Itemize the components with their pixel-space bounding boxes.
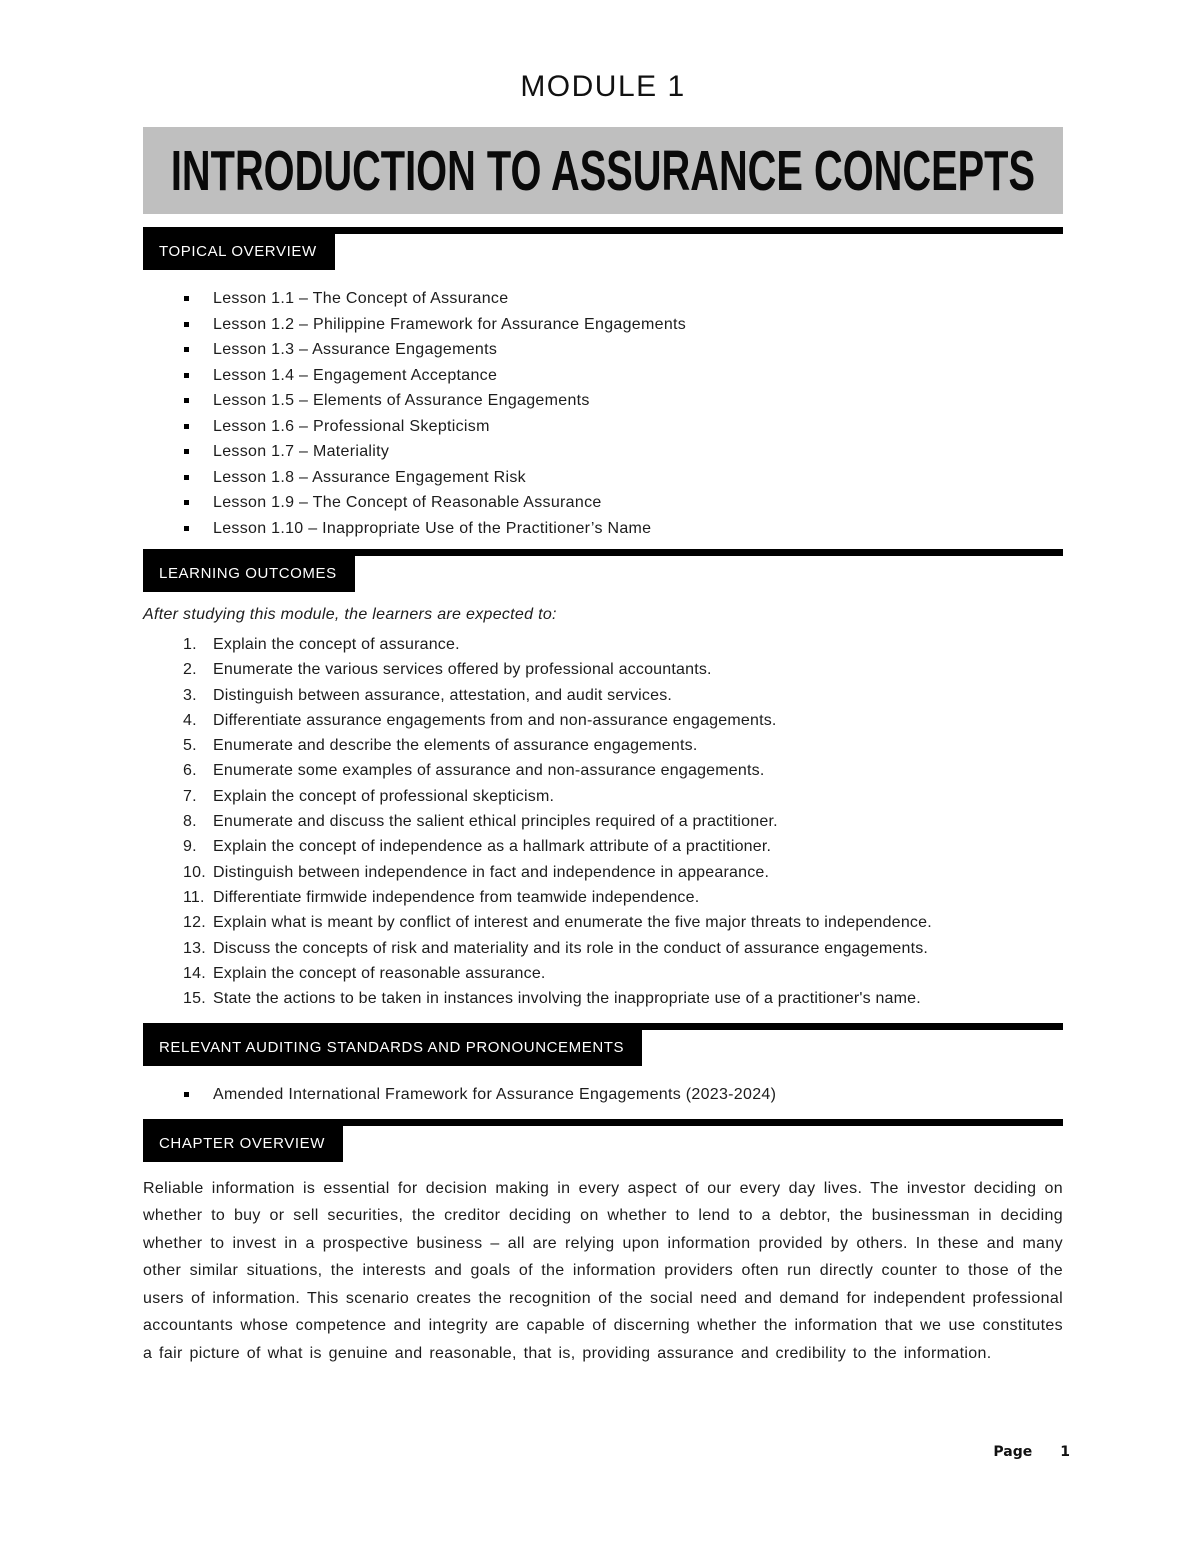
- list-item: Enumerate and discuss the salient ethical principles required of a practitioner.: [213, 813, 778, 831]
- list-item: Lesson 1.5 – Elements of Assurance Engagements: [143, 388, 1063, 414]
- list-item: Explain the concept of professional skepticism.: [213, 787, 555, 805]
- list-item: Explain the concept of assurance.: [213, 636, 460, 653]
- page-content: [143, 0, 1063, 1367]
- list-item: Lesson 1.3 – Assurance Engagements: [143, 337, 1063, 363]
- section-label-chapter-overview: CHAPTER OVERVIEW: [143, 1126, 343, 1162]
- section-header-chapter-overview: [143, 1119, 1063, 1162]
- list-item: Lesson 1.1 – The Concept of Assurance: [143, 286, 1063, 312]
- list-item: Enumerate some examples of assurance and non-assurance engagements.: [213, 762, 765, 780]
- list-item: Enumerate the various services offered by professional accountants.: [213, 661, 712, 679]
- section-label-relevant-standards: RELEVANT AUDITING STANDARDS AND PRONOUNCEMENTS: [143, 1030, 642, 1066]
- module-label: MODULE 1: [520, 70, 686, 103]
- list-item: Lesson 1.7 – Materiality: [143, 439, 1063, 465]
- section-rule: [143, 227, 1063, 234]
- list-item: Lesson 1.10 – Inappropriate Use of the Practitioner’s Name: [143, 516, 1063, 542]
- page-footer-label: Page: [993, 1444, 1033, 1460]
- list-item: Differentiate assurance engagements from and non-assurance engagements.: [213, 711, 777, 729]
- list-item: Lesson 1.9 – The Concept of Reasonable Assurance: [143, 490, 1063, 516]
- section-rule: [143, 1119, 1063, 1126]
- topical-overview-list: [143, 286, 1063, 541]
- page-title: INTRODUCTION TO ASSURANCE CONCEPTS: [170, 139, 1036, 202]
- section-rule: [143, 549, 1063, 556]
- standards-list: [143, 1082, 1063, 1108]
- list-item: Explain the concept of reasonable assurance.: [213, 964, 546, 982]
- list-item: Differentiate firmwide independence from teamwide independence.: [213, 888, 700, 906]
- list-item: Distinguish between assurance, attestation, and audit services.: [213, 686, 673, 704]
- list-item: Explain the concept of independence as a hallmark attribute of a practitioner.: [213, 838, 772, 856]
- section-header-relevant-standards: [143, 1023, 1063, 1066]
- list-item: Lesson 1.6 – Professional Skepticism: [143, 414, 1063, 440]
- section-header-learning-outcomes: [143, 549, 1063, 592]
- page-number: 1: [1060, 1444, 1070, 1460]
- list-item: Lesson 1.2 – Philippine Framework for Assurance Engagements: [143, 312, 1063, 338]
- section-header-topical-overview: [143, 227, 1063, 270]
- title-banner: [143, 127, 1063, 214]
- list-item: Amended International Framework for Assurance Engagements (2023-2024): [143, 1082, 1063, 1108]
- list-item: Explain what is meant by conflict of interest and enumerate the five major threats to independence.: [213, 914, 932, 932]
- list-item: Lesson 1.8 – Assurance Engagement Risk: [143, 465, 1063, 491]
- section-label-topical-overview: TOPICAL OVERVIEW: [143, 234, 335, 270]
- learning-outcomes-intro: After studying this module, the learners are expected to:: [143, 606, 557, 623]
- list-item: Discuss the concepts of risk and materiality and its role in the conduct of assurance engagements.: [213, 939, 929, 957]
- list-item: Lesson 1.4 – Engagement Acceptance: [143, 363, 1063, 389]
- section-label-learning-outcomes: LEARNING OUTCOMES: [143, 556, 355, 592]
- list-item: Enumerate and describe the elements of assurance engagements.: [213, 737, 698, 755]
- page-footer: [993, 1444, 1070, 1460]
- chapter-overview-paragraph: Reliable information is essential for decision making in every aspect of our every day lives. The investor deciding on whether to buy or sell securities, the creditor deciding on whether to lend to a debtor, the businessman in deciding whether to invest in a prospective business – all are relying upon information provided by others. In these and many other similar situations, the interests and goals of the information providers often run directly counter to those of the users of information. This scenario creates the recognition of the social need and demand for independent professional accountants whose competence and integrity are capable of discerning whether the information that we use constitutes a fair picture of what is genuine and reasonable, that is, providing assurance and credibility to the information.: [143, 1179, 1063, 1362]
- list-item: Distinguish between independence in fact and independence in appearance.: [213, 863, 770, 881]
- list-item: State the actions to be taken in instances involving the inappropriate use of a practitioner's name.: [213, 990, 921, 1008]
- learning-outcomes-list: [143, 632, 1063, 1011]
- section-rule: [143, 1023, 1063, 1030]
